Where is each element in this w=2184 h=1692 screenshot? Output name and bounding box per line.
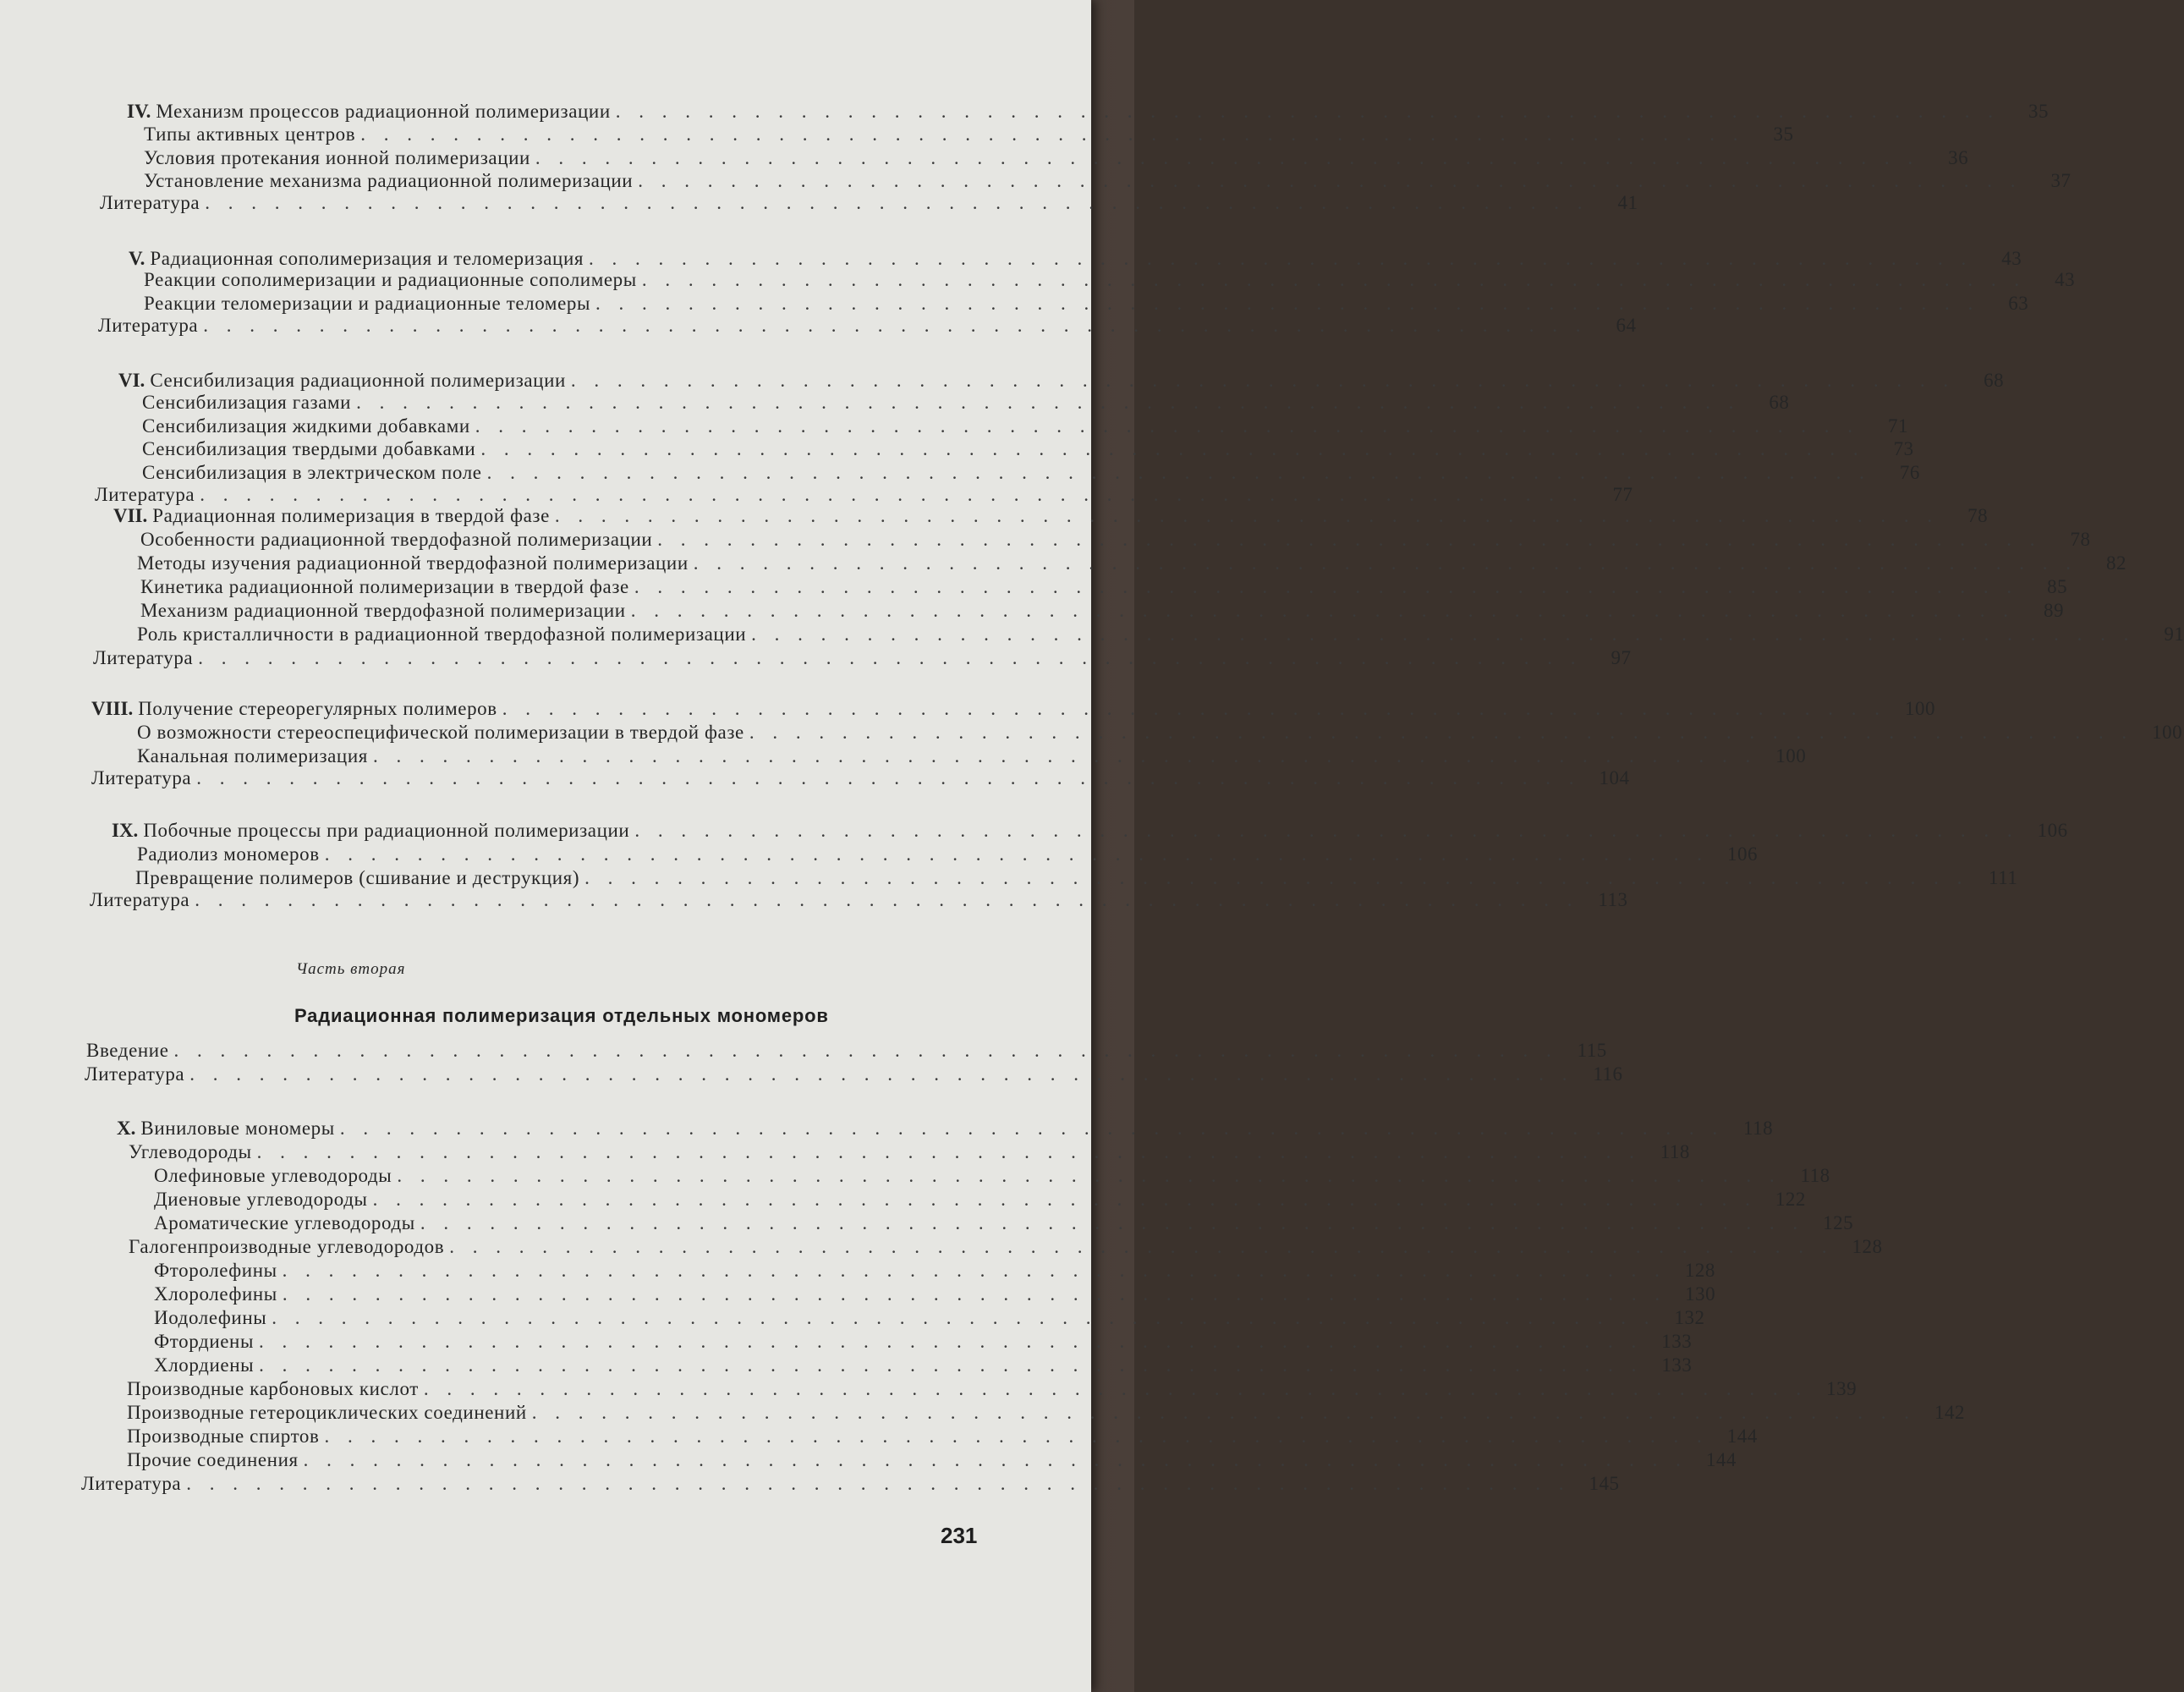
dot-leader: . . . . . . . . . . . . . . . . . . . . . . . . . . . . . . . . . . . . . . . . . . . . . . . . . . . . . . . . . . . .: [554, 505, 1940, 526]
dot-leader: . . . . . . . . . . . . . . . . . . . . . . . . . . . . . . . . . . . . . . . . . . . . . . . . . . . . . . . . . . . .: [615, 101, 2000, 122]
entry-title: Кинетика радиационной полимеризации в твердой фазе: [140, 576, 629, 597]
entry-title: Литература: [93, 647, 194, 668]
toc-references-entry: [93, 645, 1632, 670]
entry-title: Побочные процессы при радиационной полимеризации: [143, 820, 630, 841]
dot-leader: . . . . . . . . . . . . . . . . . . . . . . . . . . . . . . . . . . . . . . . . . . . . . . . . . . . . . . . . . . . .: [372, 745, 1758, 766]
toc-entry: [140, 526, 2091, 552]
dot-leader: . . . . . . . . . . . . . . . . . . . . . . . . . . . . . . . . . . . . . . . . . . . . . . . . . . . . . . . . . . . .: [423, 1378, 1808, 1399]
entry-title: Хлордиены: [154, 1354, 255, 1376]
dot-leader: . . . . . . . . . . . . . . . . . . . . . . . . . . . . . . . . . . . . . . . . . . . . . . . . . . . . . . . . . . . .: [356, 392, 1741, 413]
part-two-title: Радиационная полимеризация отдельных мономеров: [294, 1005, 829, 1026]
entry-title: Производные спиртов: [127, 1426, 320, 1447]
dot-leader: . . . . . . . . . . . . . . . . . . . . . . . . . . . . . . . . . . . . . . . . . . . . . . . . . . . . . . . . . . . .: [189, 1063, 1574, 1085]
dot-leader: . . . . . . . . . . . . . . . . . . . . . . . . . . . . . . . . . . . . . . . . . . . . . . . . . . . . . . . . . . . .: [589, 248, 1973, 269]
entry-title: Радиолиз мономеров: [137, 843, 320, 865]
entry-page-number: 82: [2105, 552, 2126, 574]
toc-entry: [129, 1139, 1690, 1164]
entry-page-number: 133: [1661, 1354, 1693, 1376]
toc-entry: [154, 1162, 1830, 1188]
entry-page-number: 142: [1934, 1402, 1966, 1423]
entry-page-number: 133: [1661, 1331, 1693, 1352]
entry-page-number: 63: [2008, 293, 2029, 314]
dot-leader: . . . . . . . . . . . . . . . . . . . . . . . . . . . . . . . . . . . . . . . . . . . . . . . . . . . . . . . . . . . .: [203, 315, 1588, 336]
entry-title: Методы изучения радиационной твердофазной полимеризации: [137, 552, 689, 574]
dot-leader: . . . . . . . . . . . . . . . . . . . . . . . . . . . . . . . . . . . . . . . . . . . . . . . . . . . . . . . . . . . .: [486, 462, 1871, 483]
dot-leader: . . . . . . . . . . . . . . . . . . . . . . . . . . . . . . . . . . . . . . . . . . . . . . . . . . . . . . . . . . . .: [641, 269, 2027, 290]
dot-leader: . . . . . . . . . . . . . . . . . . . . . . . . . . . . . . . . . . . . . . . . . . . . . . . . . . . . . . . . . . . .: [584, 867, 1969, 888]
toc-references-entry: [81, 1470, 1620, 1496]
entry-title: Фторолефины: [154, 1260, 277, 1281]
toc-entry: [144, 121, 1794, 146]
toc-chapter-entry: [112, 817, 2068, 843]
entry-title: Особенности радиационной твердофазной полимеризации: [140, 529, 653, 550]
entry-page-number: 71: [1888, 415, 1909, 437]
entry-title: Фтордиены: [154, 1331, 254, 1352]
toc-chapter-entry: [117, 1115, 1774, 1140]
toc-entry: [154, 1210, 1854, 1235]
dot-leader: . . . . . . . . . . . . . . . . . . . . . . . . . . . . . . . . . . . . . . . . . . . . . . . . . . . . . . . . . . . .: [630, 600, 2015, 621]
entry-page-number: 118: [1660, 1141, 1690, 1162]
page-number: 231: [941, 1523, 978, 1548]
dot-leader: . . . . . . . . . . . . . . . . . . . . . . . . . . . . . . . . . . . . . . . . . . . . . . . . . . . . . . . . . . . .: [272, 1307, 1656, 1328]
entry-page-number: 145: [1589, 1473, 1620, 1494]
dot-leader: . . . . . . . . . . . . . . . . . . . . . . . . . . . . . . . . . . . . . . . . . . . . . . . . . . . . . . . . . . . .: [480, 438, 1865, 459]
chapter-number: IV.: [127, 101, 151, 122]
entry-page-number: 118: [1742, 1118, 1774, 1139]
entry-page-number: 41: [1617, 192, 1638, 213]
dot-leader: . . . . . . . . . . . . . . . . . . . . . . . . . . . . . . . . . . . . . . . . . . . . . . . . . . . . . . . . . . . .: [372, 1189, 1757, 1210]
toc-entry: [127, 1447, 1737, 1472]
entry-title: Введение: [86, 1040, 169, 1061]
dot-leader: . . . . . . . . . . . . . . . . . . . . . . . . . . . . . . . . . . . . . . . . . . . . . . . . . . . . . . . . . . . .: [324, 843, 1709, 865]
toc-entry: [129, 1233, 1883, 1259]
entry-page-number: 115: [1577, 1040, 1607, 1061]
entry-title: Сенсибилизация в электрическом поле: [142, 462, 482, 483]
entry-page-number: 68: [1769, 392, 1790, 413]
dot-leader: . . . . . . . . . . . . . . . . . . . . . . . . . . . . . . . . . . . . . . . . . . . . . . . . . . . . . . . . . . . .: [205, 192, 1589, 213]
toc-references-entry: [90, 887, 1628, 912]
entry-title: Литература: [81, 1473, 182, 1494]
toc-entry: [137, 841, 1758, 866]
entry-page-number: 91: [2164, 624, 2184, 645]
dot-leader: . . . . . . . . . . . . . . . . . . . . . . . . . . . . . . . . . . . . . . . . . . . . . . . . . . . . . . . . . . . .: [339, 1118, 1725, 1139]
entry-title: Превращение полимеров (сшивание и деструкция): [135, 867, 580, 888]
entry-title: Механизм радиационной твердофазной полимеризации: [140, 600, 626, 621]
entry-title: Канальная полимеризация: [137, 745, 368, 766]
dot-leader: . . . . . . . . . . . . . . . . . . . . . . . . . . . . . . . . . . . . . . . . . . . . . . . . . . . . . . . . . . . .: [657, 529, 2042, 550]
entry-title: Получение стереорегулярных полимеров: [138, 698, 497, 719]
dot-leader: . . . . . . . . . . . . . . . . . . . . . . . . . . . . . . . . . . . . . . . . . . . . . . . . . . . . . . . . . . . .: [595, 293, 1980, 314]
entry-page-number: 104: [1599, 767, 1630, 788]
entry-page-number: 106: [1726, 843, 1758, 865]
dot-leader: . . . . . . . . . . . . . . . . . . . . . . . . . . . . . . . . . . . . . . . . . . . . . . . . . . . . . . . . . . . .: [749, 722, 2134, 743]
toc-entry: [140, 574, 2068, 599]
entry-title: Прочие соединения: [127, 1449, 299, 1470]
toc-entry: [144, 266, 2076, 292]
entry-title: Сенсибилизация жидкими добавками: [142, 415, 470, 437]
part-two-label: Часть вторая: [296, 960, 406, 978]
dot-leader: . . . . . . . . . . . . . . . . . . . . . . . . . . . . . . . . . . . . . . . . . . . . . . . . . . . . . . . . . . . .: [200, 484, 1584, 505]
entry-page-number: 78: [1967, 505, 1989, 526]
entry-title: Литература: [100, 192, 200, 213]
dot-leader: . . . . . . . . . . . . . . . . . . . . . . . . . . . . . . . . . . . . . . . . . . . . . . . . . . . . . . . . . . . .: [198, 647, 1583, 668]
entry-page-number: 43: [2001, 248, 2022, 269]
dot-leader: . . . . . . . . . . . . . . . . . . . . . . . . . . . . . . . . . . . . . . . . . . . . . . . . . . . . . . . . . . . .: [634, 576, 2019, 597]
entry-page-number: 68: [1984, 370, 2005, 391]
dot-leader: . . . . . . . . . . . . . . . . . . . . . . . . . . . . . . . . . . . . . . . . . . . . . . . . . . . . . . . . . . . .: [449, 1236, 1834, 1257]
toc-references-entry: [98, 312, 1637, 338]
dot-leader: . . . . . . . . . . . . . . . . . . . . . . . . . . . . . . . . . . . . . . . . . . . . . . . . . . . . . . . . . . . .: [259, 1354, 1643, 1376]
dot-leader: . . . . . . . . . . . . . . . . . . . . . . . . . . . . . . . . . . . . . . . . . . . . . . . . . . . . . . . . . . . .: [282, 1260, 1666, 1281]
toc-references-entry: [91, 765, 1630, 790]
entry-title: Сенсибилизация радиационной полимеризации: [150, 370, 566, 391]
entry-title: Олефиновые углеводороды: [154, 1165, 392, 1186]
toc-entry: [140, 597, 2064, 623]
entry-page-number: 43: [2055, 269, 2076, 290]
entry-title: Установление механизма радиационной полимеризации: [144, 170, 634, 191]
toc-entry: [154, 1352, 1693, 1377]
dot-leader: . . . . . . . . . . . . . . . . . . . . . . . . . . . . . . . . . . . . . . . . . . . . . . . . . . . . . . . . . . . .: [324, 1426, 1709, 1447]
chapter-number: VII.: [113, 505, 148, 526]
entry-page-number: 100: [1905, 698, 1935, 719]
entry-title: Хлоролефины: [154, 1283, 277, 1305]
toc-entry: [86, 1037, 1607, 1063]
entry-page-number: 139: [1826, 1378, 1857, 1399]
dot-leader: . . . . . . . . . . . . . . . . . . . . . . . . . . . . . . . . . . . . . . . . . . . . . . . . . . . . . . . . . . . .: [638, 170, 2022, 191]
entry-title: Литература: [98, 315, 199, 336]
entry-title: Диеновые углеводороды: [154, 1189, 368, 1210]
dot-leader: . . . . . . . . . . . . . . . . . . . . . . . . . . . . . . . . . . . . . . . . . . . . . . . . . . . . . . . . . . . .: [259, 1331, 1643, 1352]
dot-leader: . . . . . . . . . . . . . . . . . . . . . . . . . . . . . . . . . . . . . . . . . . . . . . . . . . . . . . . . . . . .: [693, 552, 2077, 574]
entry-title: Виниловые мономеры: [140, 1118, 335, 1139]
entry-page-number: 113: [1598, 889, 1628, 910]
entry-page-number: 144: [1705, 1449, 1737, 1470]
chapter-number: VI.: [118, 370, 145, 391]
entry-title: Литература: [91, 767, 192, 788]
chapter-number: X.: [117, 1118, 136, 1139]
toc-entry: [154, 1328, 1693, 1354]
entry-page-number: 128: [1852, 1236, 1883, 1257]
dot-leader: . . . . . . . . . . . . . . . . . . . . . . . . . . . . . . . . . . . . . . . . . . . . . . . . . . . . . . . . . . . .: [634, 820, 2019, 841]
entry-title: Иодолефины: [154, 1307, 267, 1328]
entry-title: Роль кристалличности в радиационной твердофазной полимеризации: [137, 624, 747, 645]
entry-page-number: 132: [1674, 1307, 1705, 1328]
dot-leader: . . . . . . . . . . . . . . . . . . . . . . . . . . . . . . . . . . . . . . . . . . . . . . . . . . . . . . . . . . . .: [531, 1402, 1917, 1423]
toc-entry: [127, 1399, 1966, 1425]
entry-page-number: 97: [1611, 647, 1632, 668]
entry-title: Углеводороды: [129, 1141, 252, 1162]
entry-page-number: 37: [2050, 170, 2072, 191]
entry-title: Литература: [85, 1063, 185, 1085]
entry-page-number: 130: [1685, 1283, 1716, 1305]
entry-title: Сенсибилизация твердыми добавками: [142, 438, 476, 459]
toc-references-entry: [100, 190, 1638, 215]
toc-entry: [154, 1257, 1715, 1283]
chapter-number: V.: [129, 248, 145, 269]
entry-title: Производные гетероциклических соединений: [127, 1402, 527, 1423]
entry-page-number: 100: [1775, 745, 1807, 766]
entry-page-number: 64: [1616, 315, 1637, 336]
entry-page-number: 111: [1989, 867, 2018, 888]
entry-title: О возможности стереоспецифической полимеризации в твердой фазе: [137, 722, 744, 743]
entry-title: Литература: [95, 484, 195, 505]
entry-title: Ароматические углеводороды: [154, 1212, 415, 1233]
dot-leader: . . . . . . . . . . . . . . . . . . . . . . . . . . . . . . . . . . . . . . . . . . . . . . . . . . . . . . . . . . . .: [195, 889, 1579, 910]
entry-page-number: 35: [2028, 101, 2049, 122]
entry-title: Реакции теломеризации и радиационные теломеры: [144, 293, 591, 314]
dot-leader: . . . . . . . . . . . . . . . . . . . . . . . . . . . . . . . . . . . . . . . . . . . . . . . . . . . . . . . . . . . .: [256, 1141, 1641, 1162]
dot-leader: . . . . . . . . . . . . . . . . . . . . . . . . . . . . . . . . . . . . . . . . . . . . . . . . . . . . . . . . . . . .: [360, 124, 1745, 145]
entry-title: Радиационная полимеризация в твердой фазе: [152, 505, 550, 526]
toc-entry: [154, 1305, 1705, 1330]
toc-entry: [144, 145, 1969, 170]
toc-chapter-entry: [127, 98, 2049, 124]
entry-title: Условия протекания ионной полимеризации: [144, 147, 530, 168]
entry-page-number: 89: [2043, 600, 2064, 621]
entry-title: Реакции сополимеризации и радиационные сополимеры: [144, 269, 637, 290]
dot-leader: . . . . . . . . . . . . . . . . . . . . . . . . . . . . . . . . . . . . . . . . . . . . . . . . . . . . . . . . . . . .: [502, 698, 1886, 719]
toc-entry: [127, 1423, 1758, 1448]
dot-leader: . . . . . . . . . . . . . . . . . . . . . . . . . . . . . . . . . . . . . . . . . . . . . . . . . . . . . . . . . . . .: [303, 1449, 1687, 1470]
toc-entry: [154, 1186, 1806, 1211]
entry-title: Сенсибилизация газами: [142, 392, 352, 413]
entry-page-number: 100: [2152, 722, 2183, 743]
entry-page-number: 128: [1684, 1260, 1715, 1281]
dot-leader: . . . . . . . . . . . . . . . . . . . . . . . . . . . . . . . . . . . . . . . . . . . . . . . . . . . . . . . . . . . .: [475, 415, 1860, 437]
entry-page-number: 76: [1899, 462, 1920, 483]
toc-chapter-entry: [91, 695, 1935, 721]
dot-leader: . . . . . . . . . . . . . . . . . . . . . . . . . . . . . . . . . . . . . . . . . . . . . . . . . . . . . . . . . . . .: [420, 1212, 1805, 1233]
entry-title: Типы активных центров: [144, 124, 356, 145]
dot-leader: . . . . . . . . . . . . . . . . . . . . . . . . . . . . . . . . . . . . . . . . . . . . . . . . . . . . . . . . . . . .: [535, 147, 1920, 168]
entry-page-number: 125: [1823, 1212, 1854, 1233]
toc-entry: [142, 413, 1909, 438]
entry-page-number: 85: [2047, 576, 2068, 597]
toc-entry: [142, 436, 1914, 461]
toc-entry: [154, 1281, 1716, 1306]
toc-chapter-entry: [113, 503, 1989, 528]
dot-leader: . . . . . . . . . . . . . . . . . . . . . . . . . . . . . . . . . . . . . . . . . . . . . . . . . . . . . . . . . . . .: [196, 767, 1581, 788]
dot-leader: . . . . . . . . . . . . . . . . . . . . . . . . . . . . . . . . . . . . . . . . . . . . . . . . . . . . . . . . . . . .: [751, 624, 2136, 645]
toc-entry: [127, 1376, 1857, 1401]
entry-page-number: 77: [1612, 484, 1633, 505]
entry-page-number: 36: [1948, 147, 1969, 168]
entry-title: Радиационная сополимеризация и теломеризация: [150, 248, 584, 269]
entry-page-number: 106: [2037, 820, 2068, 841]
dot-leader: . . . . . . . . . . . . . . . . . . . . . . . . . . . . . . . . . . . . . . . . . . . . . . . . . . . . . . . . . . . .: [186, 1473, 1571, 1494]
entry-title: Галогенпроизводные углеводородов: [129, 1236, 445, 1257]
entry-page-number: 78: [2070, 529, 2091, 550]
chapter-number: VIII.: [91, 698, 134, 719]
entry-page-number: 144: [1726, 1426, 1758, 1447]
entry-page-number: 35: [1773, 124, 1794, 145]
entry-page-number: 122: [1775, 1189, 1806, 1210]
toc-entry: [137, 621, 2184, 646]
toc-entry: [137, 550, 2126, 575]
entry-page-number: 118: [1800, 1165, 1830, 1186]
entry-title: Литература: [90, 889, 190, 910]
dot-leader: . . . . . . . . . . . . . . . . . . . . . . . . . . . . . . . . . . . . . . . . . . . . . . . . . . . . . . . . . . . .: [282, 1283, 1667, 1305]
chapter-number: IX.: [112, 820, 139, 841]
dot-leader: . . . . . . . . . . . . . . . . . . . . . . . . . . . . . . . . . . . . . . . . . . . . . . . . . . . . . . . . . . . .: [570, 370, 1956, 391]
toc-references-entry: [85, 1061, 1623, 1086]
dot-leader: . . . . . . . . . . . . . . . . . . . . . . . . . . . . . . . . . . . . . . . . . . . . . . . . . . . . . . . . . . . .: [173, 1040, 1558, 1061]
toc-entry: [137, 719, 2183, 744]
entry-title: Механизм процессов радиационной полимеризации: [156, 101, 611, 122]
entry-page-number: 116: [1593, 1063, 1623, 1085]
dot-leader: . . . . . . . . . . . . . . . . . . . . . . . . . . . . . . . . . . . . . . . . . . . . . . . . . . . . . . . . . . . .: [397, 1165, 1781, 1186]
entry-page-number: 73: [1893, 438, 1914, 459]
toc-entry: [142, 389, 1790, 415]
entry-title: Производные карбоновых кислот: [127, 1378, 419, 1399]
